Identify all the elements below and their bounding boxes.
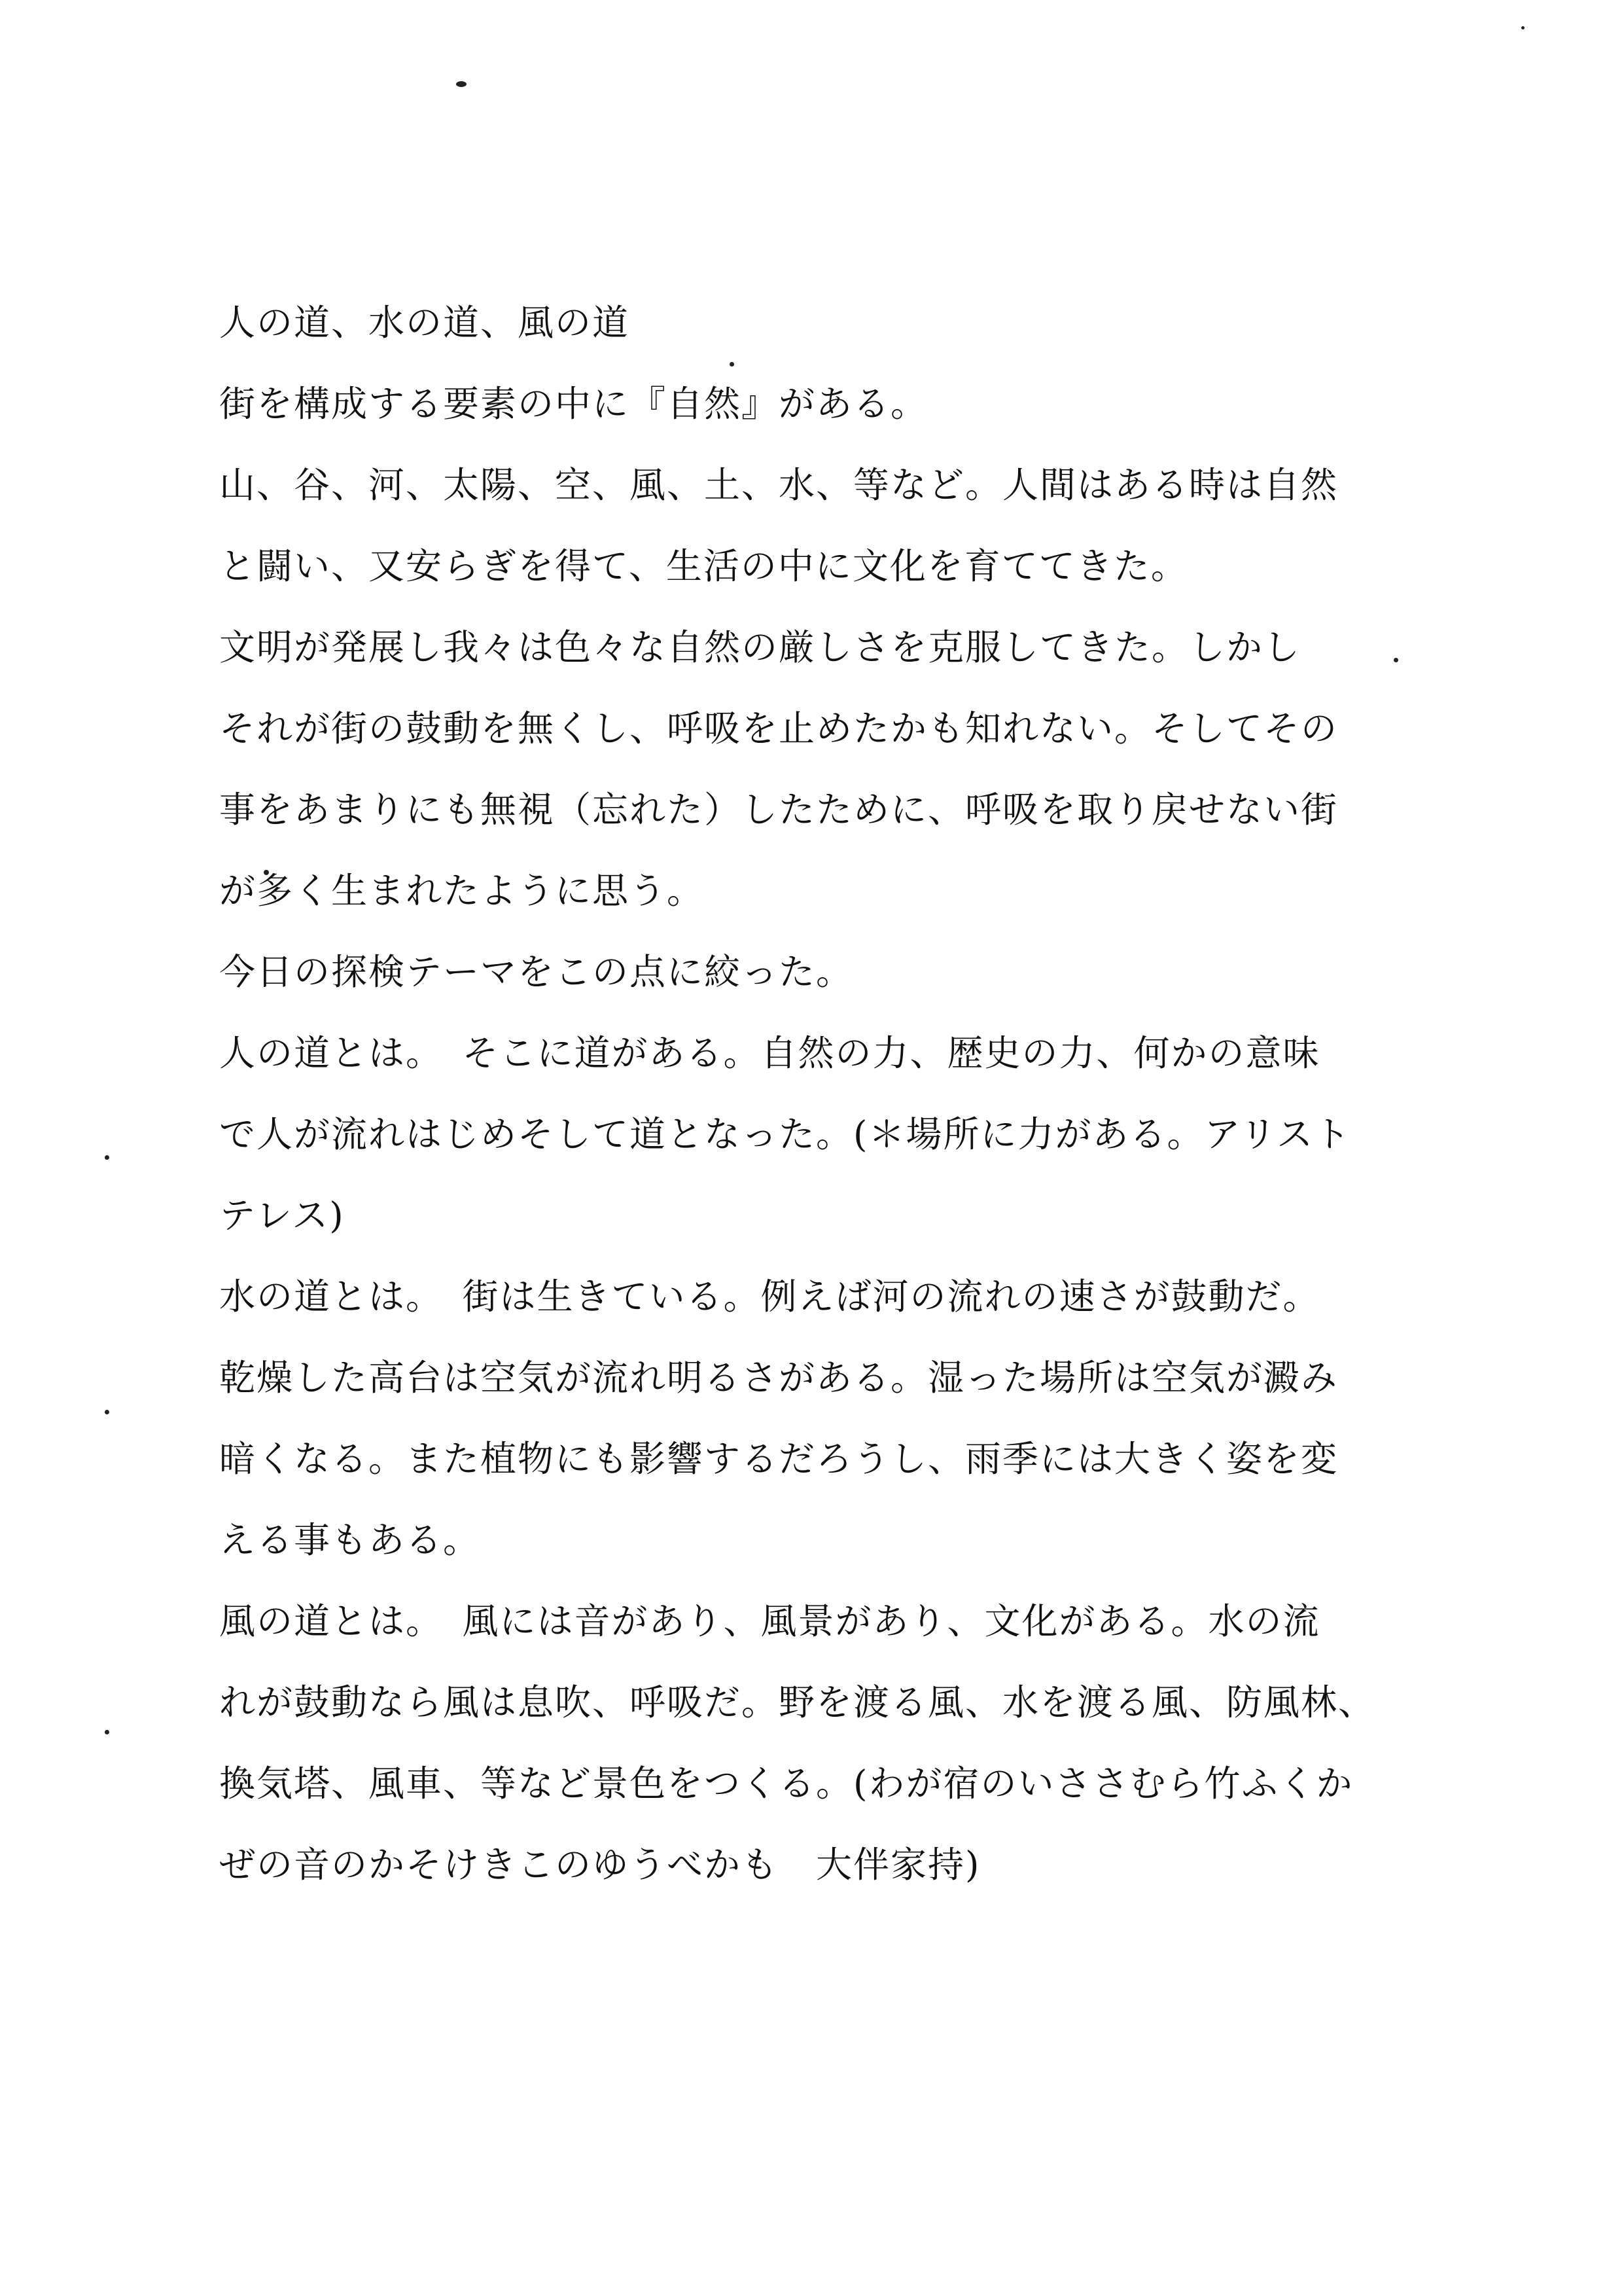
body-text [219, 290, 1417, 1913]
text-line: 暗くなる。また植物にも影響するだろうし、雨季には大きく姿を変 [219, 1438, 1339, 1480]
text-line: ぜの音のかそけきこのゆうべかも 大伴家持) [219, 1844, 981, 1886]
scan-speck [105, 1410, 109, 1414]
text-line: 水の道とは。 街は生きている。例えば河の流れの速さが鼓動だ。 [219, 1276, 1320, 1318]
text-line: 風の道とは。 風には音があり、風景があり、文化がある。水の流 [219, 1600, 1320, 1642]
text-line: 換気塔、風車、等など景色をつくる。(わが宿のいささむら竹ふくか [219, 1763, 1354, 1804]
scan-speck [105, 1155, 109, 1160]
text-line: 乾燥した高台は空気が流れ明るさがある。湿った場所は空気が澱み [219, 1357, 1339, 1399]
text-line: 人の道とは。 そこに道がある。自然の力、歴史の力、何かの意味 [219, 1032, 1320, 1074]
text-line: で人が流れはじめそして道となった。(＊場所に力がある。アリスト [219, 1113, 1352, 1155]
text-line: それが街の鼓動を無くし、呼吸を止めたかも知れない。そしてその [219, 708, 1339, 749]
scan-speck [105, 1730, 109, 1734]
scan-speck [456, 81, 467, 87]
text-line: が多く生まれたように思う。 [219, 870, 705, 912]
text-line: 山、谷、河、太陽、空、風、土、水、等など。人間はある時は自然 [219, 464, 1339, 506]
scan-speck [1521, 26, 1525, 29]
text-line: テレス) [219, 1194, 345, 1236]
text-line: 事をあまりにも無視（忘れた）したために、呼吸を取り戻せない街 [219, 789, 1339, 831]
text-line: 今日の探検テーマをこの点に絞った。 [219, 951, 854, 993]
text-line: と闘い、又安らぎを得て、生活の中に文化を育ててきた。 [219, 545, 1188, 587]
text-line: える事もある。 [219, 1519, 481, 1561]
text-line: 文明が発展し我々は色々な自然の厳しさを克服してきた。しかし [219, 626, 1301, 668]
document-title: 人の道、水の道、風の道 [219, 302, 630, 344]
text-line: れが鼓動なら風は息吹、呼吸だ。野を渡る風、水を渡る風、防風林、 [219, 1681, 1376, 1723]
text-line: 街を構成する要素の中に『自然』がある。 [219, 383, 928, 425]
